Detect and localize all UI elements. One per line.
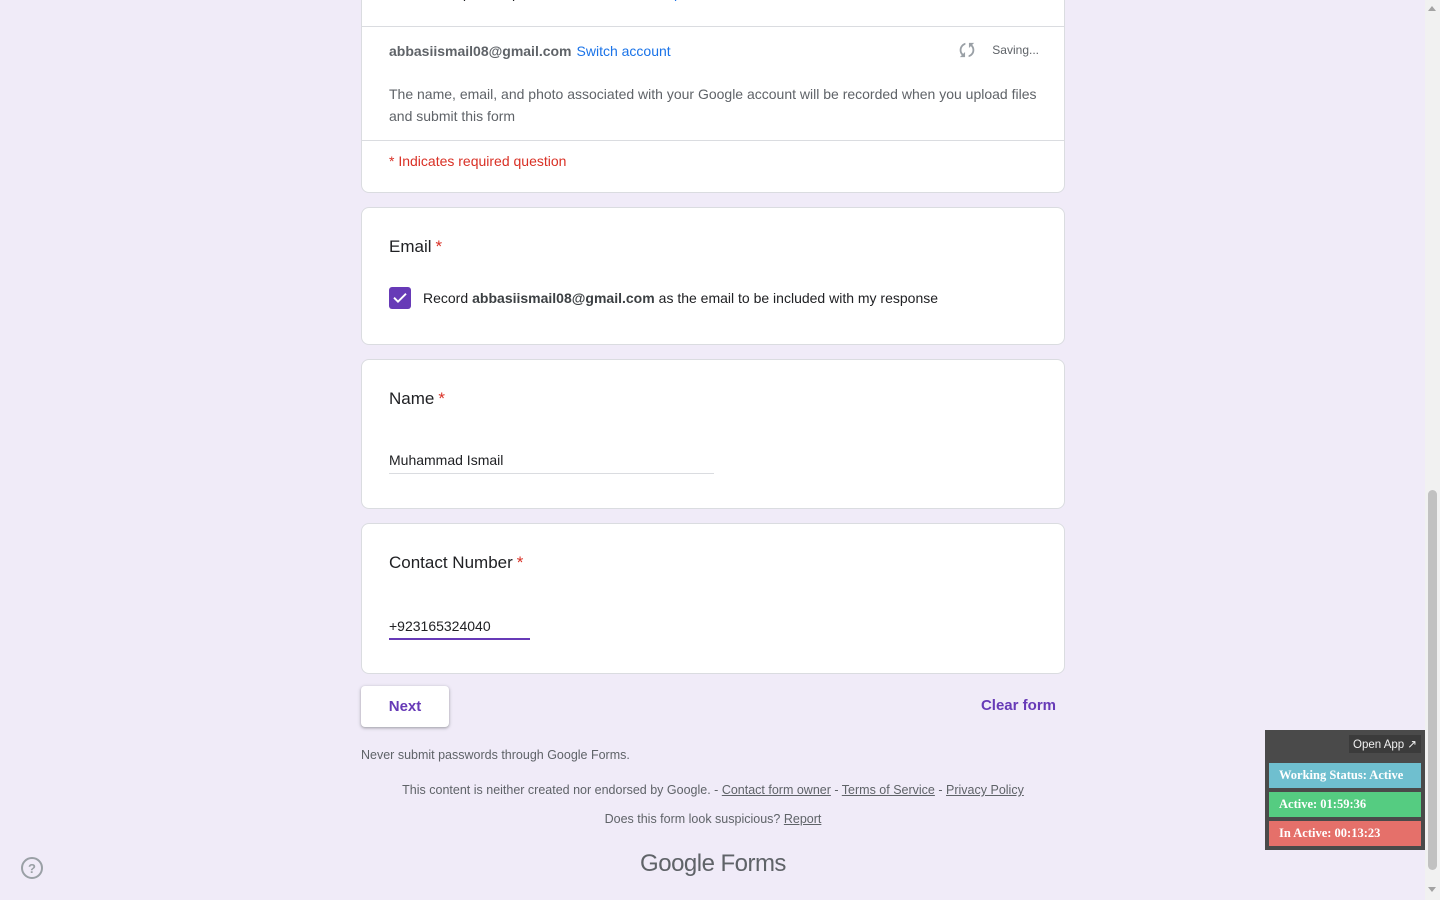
- contact-owner-link[interactable]: Contact form owner: [721, 783, 831, 797]
- help-icon[interactable]: ?: [21, 857, 43, 879]
- required-star: *: [438, 389, 445, 408]
- account-email: abbasiismail08@gmail.com: [389, 43, 572, 59]
- required-question-note: * Indicates required question: [389, 153, 567, 169]
- switch-account-link[interactable]: Switch account: [576, 43, 671, 59]
- time-tracker-widget: [1265, 730, 1425, 850]
- inactive-time: In Active: 00:13:23: [1269, 821, 1421, 846]
- contact-question-title: [389, 553, 523, 573]
- scroll-thumb[interactable]: [1428, 490, 1437, 870]
- required-star: *: [435, 237, 443, 256]
- privacy-link[interactable]: Privacy Policy: [946, 783, 1024, 797]
- contact-prefix: [389, 0, 636, 1]
- saving-indicator: [956, 39, 1039, 61]
- contact-title-text: Contact Number: [389, 553, 513, 572]
- scroll-down-arrow[interactable]: [1428, 887, 1436, 892]
- name-question-card: [361, 359, 1065, 509]
- email-question-title: [389, 237, 442, 257]
- google-forms-logo[interactable]: [361, 850, 1065, 878]
- notice-divider: [362, 140, 1064, 141]
- account-row: [389, 39, 1039, 63]
- next-button[interactable]: Next: [361, 686, 449, 727]
- saving-status: Saving...: [992, 43, 1039, 57]
- contact-email-link[interactable]: [640, 0, 758, 1]
- password-warning: Never submit passwords through Google Forms.: [361, 748, 630, 762]
- logo-google-text: Google: [640, 850, 715, 877]
- suspicious-prompt: [361, 812, 1065, 826]
- working-status: Working Status: Active: [1269, 763, 1421, 788]
- record-email-checkbox-row[interactable]: [389, 287, 938, 309]
- terms-link[interactable]: Terms of Service: [841, 783, 935, 797]
- name-question-title: [389, 389, 445, 409]
- name-input[interactable]: [389, 447, 714, 474]
- contact-question-card: [361, 523, 1065, 674]
- report-link[interactable]: Report: [783, 812, 822, 826]
- record-email-checkbox[interactable]: [389, 287, 411, 309]
- contact-line: [389, 0, 762, 3]
- header-divider: [362, 26, 1064, 27]
- form-header-card: [361, 0, 1065, 193]
- contact-number-input[interactable]: [389, 613, 530, 640]
- scroll-up-arrow[interactable]: [1428, 6, 1436, 11]
- checkmark-icon: [392, 290, 408, 306]
- active-time: Active: 01:59:36: [1269, 792, 1421, 817]
- required-star: *: [516, 553, 524, 572]
- email-question-card: [361, 207, 1065, 345]
- sync-icon: [956, 39, 978, 61]
- logo-forms-text: Forms: [720, 850, 786, 877]
- checkbox-prefix: Record: [423, 290, 469, 306]
- disclaimer: [361, 783, 1065, 797]
- name-title-text: Name: [389, 389, 435, 408]
- suspicious-text: Does this form look suspicious?: [604, 812, 781, 826]
- contact-suffix: [758, 0, 762, 1]
- separator: -: [834, 783, 839, 797]
- separator: -: [938, 783, 943, 797]
- account-notice: The name, email, and photo associated with your Google account will be recorded when you upload files and submit this form: [389, 86, 1037, 124]
- email-title-text: Email: [389, 237, 432, 256]
- page-scrollbar[interactable]: [1425, 0, 1440, 900]
- checkbox-email: abbasiismail08@gmail.com: [472, 290, 655, 306]
- disclaimer-text: This content is neither created nor endorsed by Google. -: [402, 783, 719, 797]
- open-app-button[interactable]: Open App ↗: [1349, 735, 1421, 753]
- checkbox-suffix: as the email to be included with my response: [658, 290, 939, 306]
- clear-form-button[interactable]: Clear form: [980, 697, 1056, 714]
